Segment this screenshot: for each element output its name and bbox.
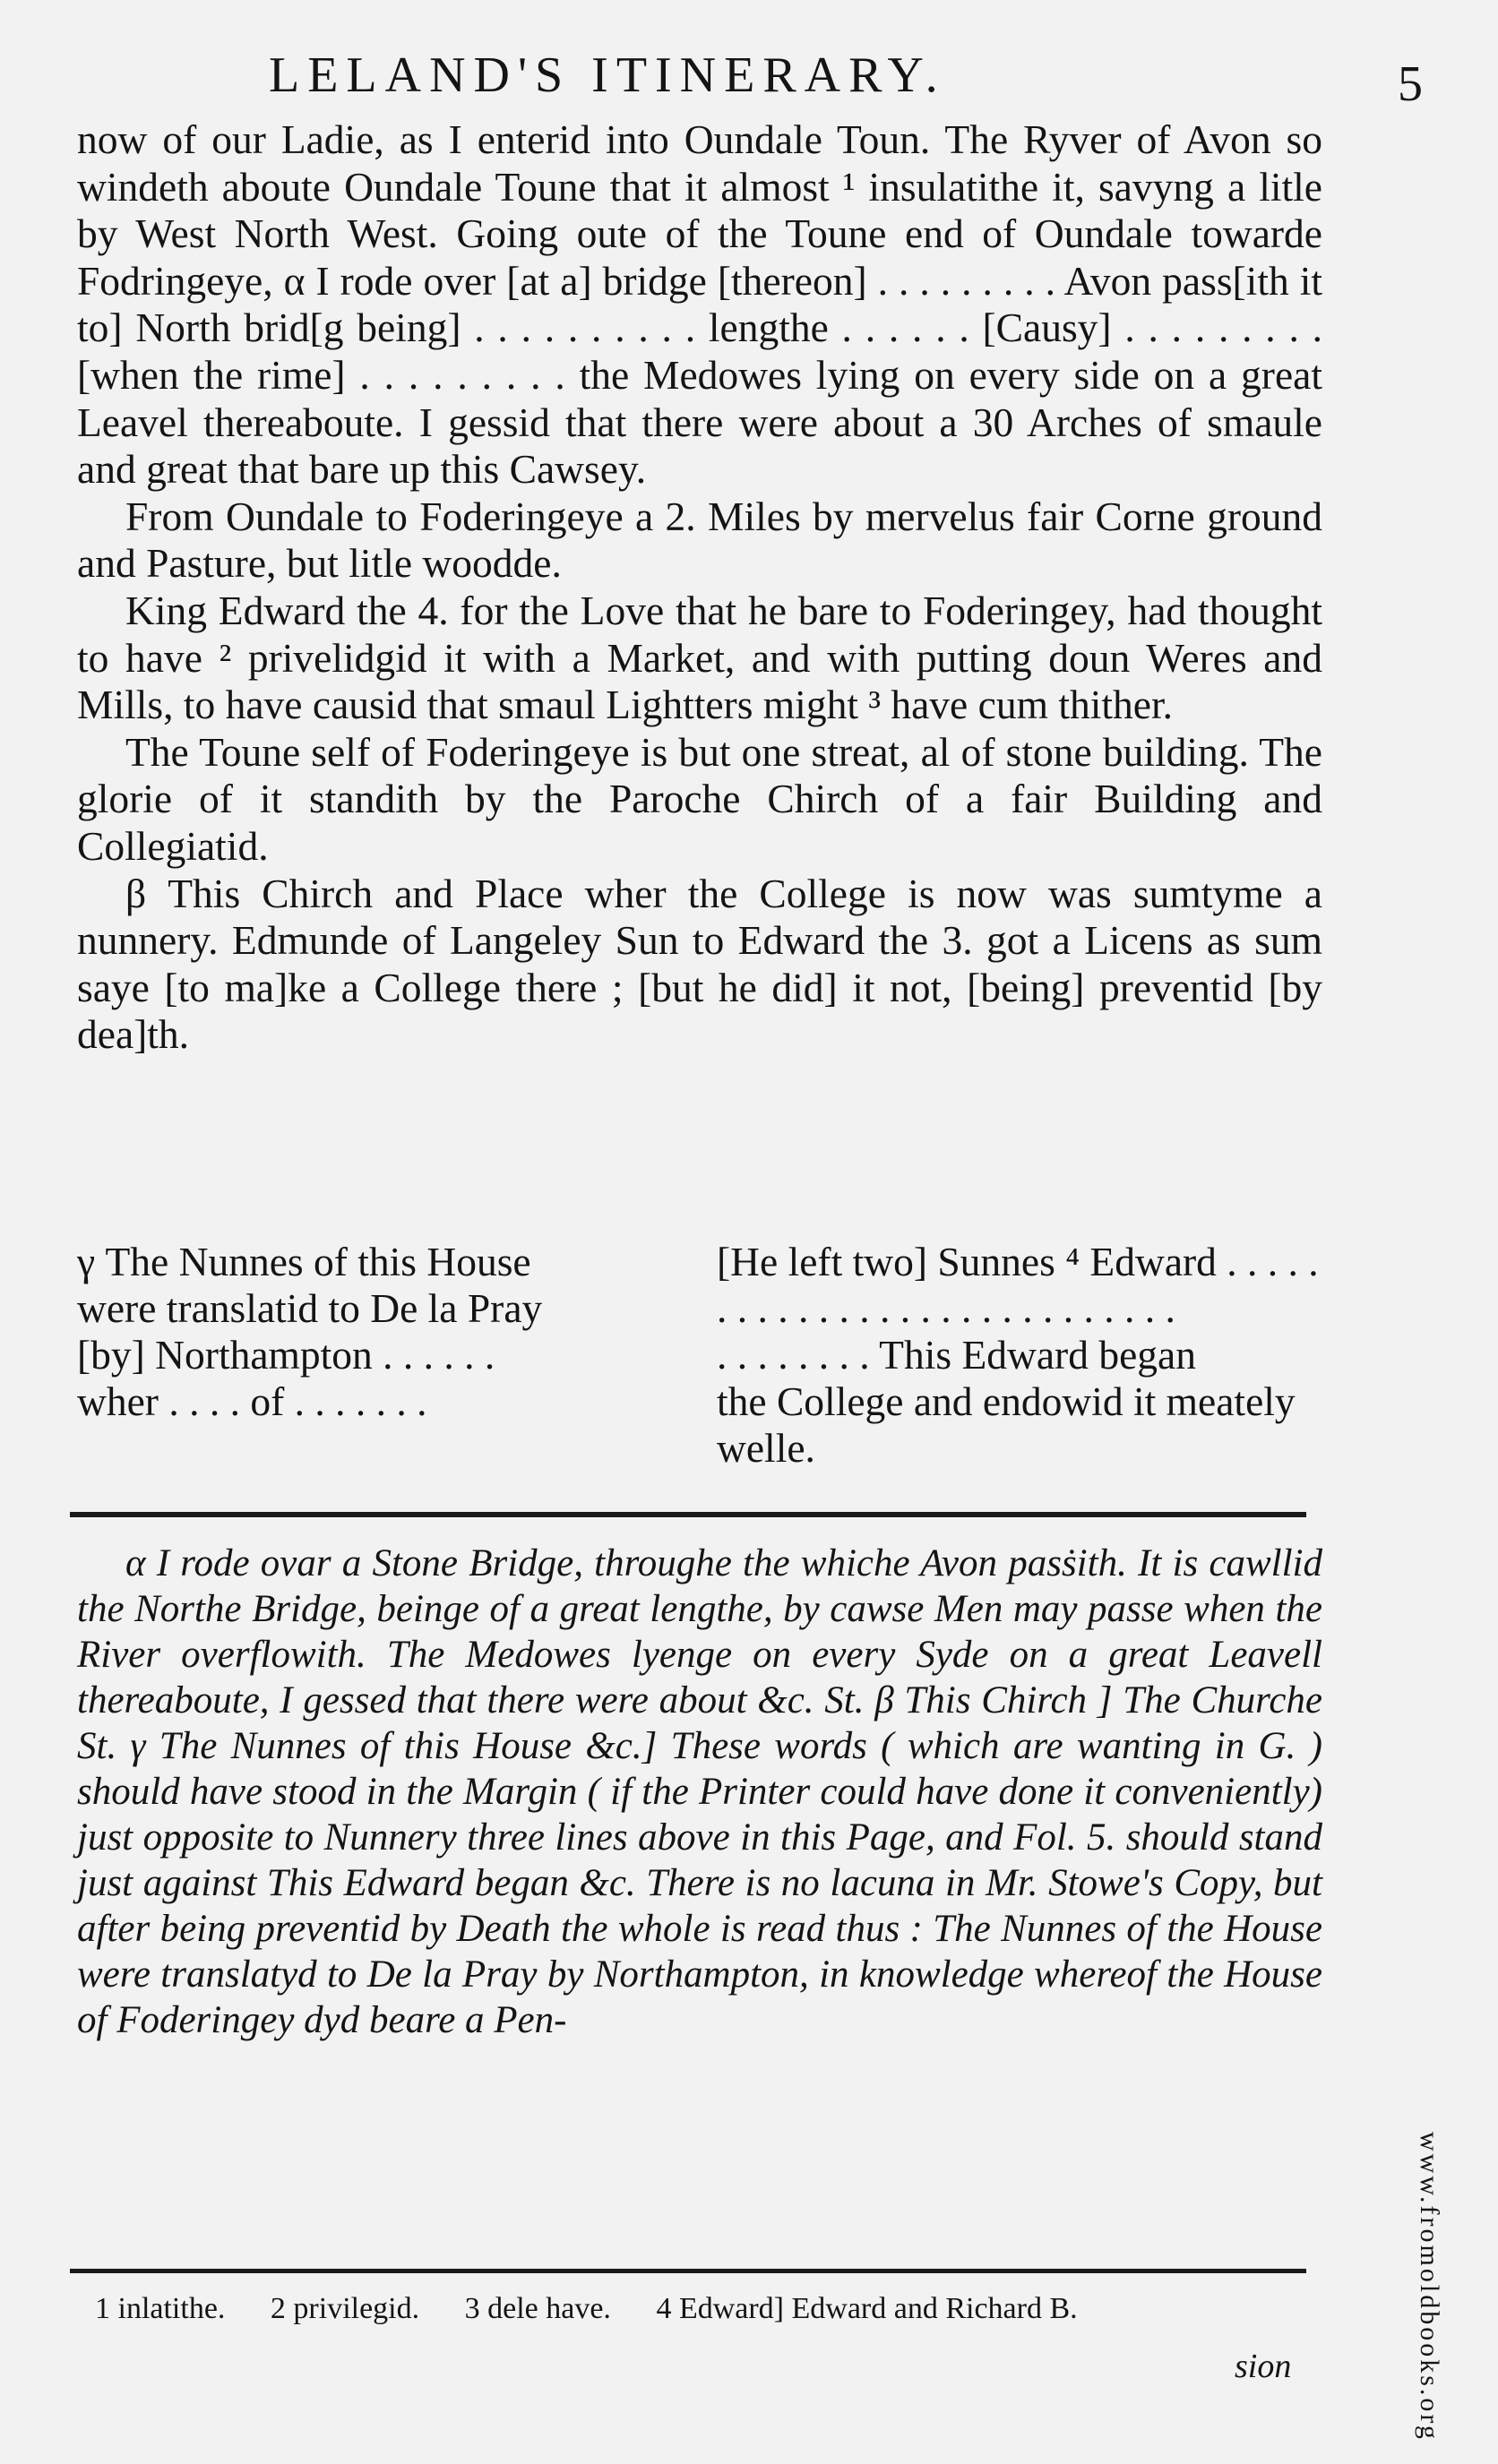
right-column-line: [He left two] Sunnes ⁴ Edward . . . . . xyxy=(717,1239,1319,1284)
footnotes xyxy=(95,2291,1331,2327)
footnote-2: 2 privilegid. xyxy=(270,2292,420,2325)
watermark: www.fromoldbooks.org xyxy=(1415,2132,1444,2442)
notes-text: α I rode ovar a Stone Bridge, throughe the whiche Avon pasṡith. It is cawllid the Northe Bridge, beinge of a great lengthe, by cawse Men may passe when the River overflowith. The Medowes lyenge on every Syde on a great Leavell thereaboute, I gessed that there were about &c. St. β This Chirch ] The Churche St. γ The Nunnes of this House &c.] These words ( which are wanting in G. ) should have stood in the Margin ( if the Printer could have done it conveniently) just opposite to Nunnery three lines above in this Page, and Fol. 5. should stand just against This Edward began &c. There is no lacuna in Mr. Stowe's Copy, but after being preventid by Death the whole is read thus : The Nunnes of the House were translatyd to De la Pray by Northampton, in knowledge whereof the House of Foderingey dyd beare a Pen- xyxy=(77,1542,1322,2041)
left-column-line: γ The Nunnes of this House xyxy=(77,1239,531,1284)
paragraph-1: now of our Ladie, as I enterid into Oundale Toun. The Ryver of Avon so windeth aboute Oundale Toune that it almost ¹ insulatithe it, savyng a litle by West North West. Going oute of the Toune end of Oundale towarde Fodringeye, α I rode over [at a] bridge [thereon] . . . . . . . . . Avon pass[ith it to] North brid[g being] . . . . . . . . . . lengthe . . . . . . [Causy] . . . . . . . . . [when the rime] . . . . . . . . . the Medowes lying on every side on a great Leavel thereaboute. I gessid that there were about a 30 Arches of smaule and great that bare up this Cawsey. xyxy=(77,116,1322,493)
paragraph-2: From Oundale to Foderingeye a 2. Miles by mervelus fair Corne ground and Pasture, but litle woodde. xyxy=(77,493,1322,587)
page-number: 5 xyxy=(1398,56,1423,112)
footnote-3: 3 dele have. xyxy=(464,2292,611,2325)
main-text xyxy=(77,116,1322,1059)
paragraph-5: β This Chirch and Place wher the College is now was sumtyme a nunnery. Edmunde of Langeley Sun to Edward the 3. got a Licens as sum saye [to ma]ke a College there ; [but he did] it not, [being] preventid [by dea]th. xyxy=(77,870,1322,1058)
running-title: LELAND'S ITINERARY. xyxy=(269,47,946,103)
paragraph-4: The Toune self of Foderingeye is but one streat, al of stone building. The glorie of it standith by the Paroche Chirch of a fair Building and Collegiatid. xyxy=(77,728,1322,869)
notes-divider xyxy=(70,1512,1306,1517)
left-column-line: wher . . . . of . . . . . . . xyxy=(77,1378,427,1424)
paragraph-3: King Edward the 4. for the Love that he bare to Foderingey, had thought to have ² privelidgid it with a Market, and with putting doun Weres and Mills, to have causid that smaul Lightters might ³ have cum thither. xyxy=(77,587,1322,728)
left-column-line: were translatid to De la Pray xyxy=(77,1285,543,1331)
footnote-1: 1 inlatithe. xyxy=(95,2292,226,2325)
left-column xyxy=(77,1239,686,1425)
catchword: sion xyxy=(1235,2348,1292,2385)
right-column-line: . . . . . . . . . . . . . . . . . . . . . . . xyxy=(717,1285,1175,1331)
right-column-line: . . . . . . . . This Edward began xyxy=(717,1332,1196,1378)
right-column-line: welle. xyxy=(717,1425,815,1471)
footnote-4: 4 Edward] Edward and Richard B. xyxy=(656,2292,1078,2325)
right-column xyxy=(717,1239,1496,1472)
footnotes-divider xyxy=(70,2269,1306,2273)
left-column-line: [by] Northampton . . . . . . xyxy=(77,1332,495,1378)
editorial-notes xyxy=(77,1541,1322,2043)
right-column-line: the College and endowid it meately xyxy=(717,1378,1296,1424)
